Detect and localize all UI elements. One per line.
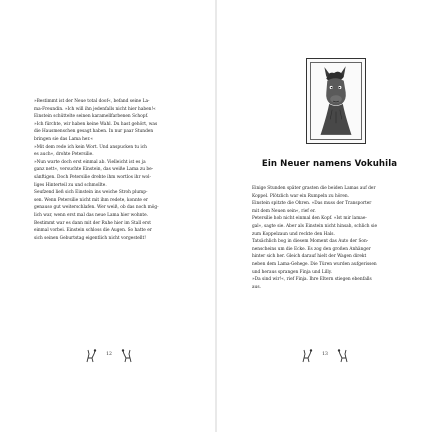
text-line: lich war, wenn erst mal das neue Lama hier wohnte.: [34, 212, 149, 218]
right-page-text: [252, 185, 407, 291]
text-line: Petersilie hob nicht einmal den Kopf. »Ist mir lamae-: [252, 216, 367, 222]
text-line: »Mit dem rede ich kein Wort. Und anspucken tu ich: [34, 144, 147, 150]
text-line: liges Hinterteil zu und schmollte.: [34, 182, 107, 188]
page-number: 12: [106, 352, 112, 357]
text-line: und heraus sprangen Finja und Lilly.: [252, 269, 332, 275]
llama-illustration: [306, 58, 366, 144]
text-line: Seufzend ließ sich Einstein ins weiche Stroh plump-: [34, 190, 148, 196]
text-line: aus.: [252, 284, 261, 290]
text-line: einmal vorbei. Einstein schloss die Augen. So hatte er: [34, 228, 152, 234]
text-line: ma-Freundin. »Ich will ihn jedenfalls nicht hier haben!«: [34, 106, 156, 112]
text-line: Einige Stunden später grasten die beiden Lamas auf der: [252, 186, 376, 191]
text-line: genauso gut weiterschlafen. Wer weiß, ob das noch mög-: [34, 205, 159, 211]
llama-deco-icon: [336, 348, 350, 364]
text-line: hinter sich her. Gleich darauf hielt der Wagen direkt: [252, 254, 367, 260]
right-page-footer: [300, 348, 350, 370]
text-line: gal«, sagte sie. Aber als Einstein nicht hinsah, schlich sie: [252, 223, 378, 229]
text-line: Einstein spitzte die Ohren. »Das muss der Transporter: [252, 201, 372, 207]
text-line: nenscheins um die Ecke. Es zog den großen Anhänger: [252, 246, 371, 252]
right-page: [216, 0, 432, 432]
text-line: Koppel. Plötzlich war ein Rumpeln zu hören.: [252, 193, 350, 199]
text-line: neben dem Lama-Gehege. Die Türen wurden aufgerissen: [252, 261, 377, 267]
text-line: mit dem Neuen sein«, rief er.: [252, 208, 316, 214]
llama-deco-icon: [120, 348, 134, 364]
text-line: bringen sie das Lama her.«: [34, 136, 94, 142]
page-number: 13: [322, 352, 328, 357]
text-line: die Hausmenschen gesagt haben. In nur paar Stunden: [34, 129, 154, 135]
text-line: »Nun warte doch erst einmal ab. Vielleicht ist es ja: [34, 159, 146, 165]
text-line: sich seinen Geburtstag eigentlich nicht vorgestellt!: [34, 235, 147, 241]
left-page-footer: [84, 348, 134, 370]
llama-portrait-icon: [307, 59, 365, 143]
text-line: sänftigen. Doch Petersilie drehte ihm wortlos ihr wol-: [34, 174, 151, 180]
text-line: Tatsächlich bog in diesem Moment das Auto der Son-: [252, 239, 369, 245]
text-line: ganz nett«, versuchte Einstein, das weiße Lama zu be-: [34, 167, 154, 173]
text-line: Einstein schüttelte seinen karamellfarbenen Schopf.: [34, 114, 149, 120]
text-line: sen. Wenn Petersilie nicht mit ihm redete, konnte er: [34, 197, 148, 203]
text-line: »Ich fürchte, wir haben keine Wahl. Du hast gehört, was: [34, 121, 158, 127]
left-page-text: [34, 98, 188, 242]
text-line: »Bestimmt ist der Neue total doof«, befand seine La-: [34, 99, 150, 104]
text-line: es auch«, drohte Petersilie.: [34, 152, 94, 158]
text-line: Bestimmt war es dann mit der Ruhe hier im Stall erst: [34, 220, 151, 226]
text-line: »Da sind wir!«, rief Finja. Ihre Eltern stiegen ebenfalls: [252, 277, 372, 283]
chapter-title: Ein Neuer namens Vokuhila: [261, 159, 398, 169]
text-line: zum Koppelzaun und reckte den Hals.: [252, 231, 335, 237]
